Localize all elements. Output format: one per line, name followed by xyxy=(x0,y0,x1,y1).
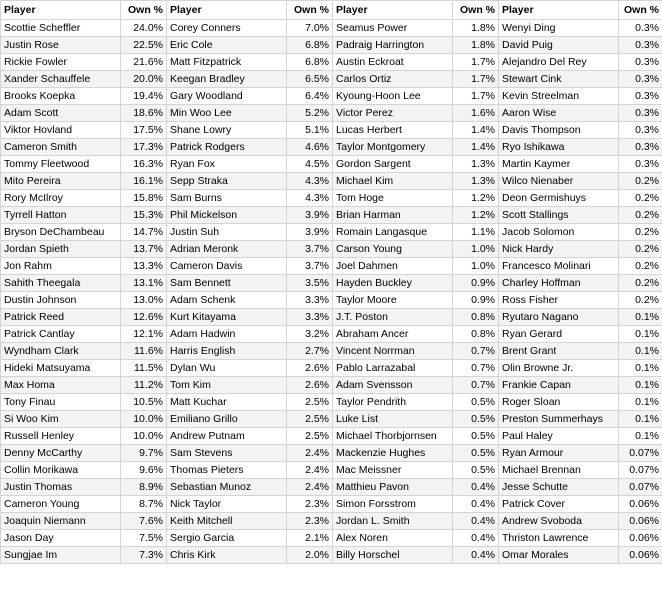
table-row xyxy=(1,377,662,394)
own-percent-cell: 3.7% xyxy=(287,241,333,258)
own-percent-cell: 3.9% xyxy=(287,224,333,241)
table-row xyxy=(1,547,662,564)
player-name-cell: Adam Svensson xyxy=(333,377,453,394)
own-percent-cell: 0.3% xyxy=(619,122,662,139)
player-name-cell: Michael Kim xyxy=(333,173,453,190)
player-name-cell: Nick Hardy xyxy=(499,241,619,258)
table-row xyxy=(1,105,662,122)
player-name-cell: Joaquin Niemann xyxy=(1,513,121,530)
table-row xyxy=(1,530,662,547)
own-percent-cell: 2.4% xyxy=(287,462,333,479)
table-row xyxy=(1,190,662,207)
table-row xyxy=(1,258,662,275)
player-name-cell: Patrick Rodgers xyxy=(167,139,287,156)
player-name-cell: Thriston Lawrence xyxy=(499,530,619,547)
player-name-cell: Michael Brennan xyxy=(499,462,619,479)
player-name-cell: Sepp Straka xyxy=(167,173,287,190)
own-percent-cell: 16.1% xyxy=(121,173,167,190)
own-percent-cell: 2.7% xyxy=(287,343,333,360)
player-name-cell: Patrick Reed xyxy=(1,309,121,326)
player-name-cell: Adrian Meronk xyxy=(167,241,287,258)
own-percent-cell: 0.5% xyxy=(453,428,499,445)
own-percent-cell: 2.5% xyxy=(287,428,333,445)
player-name-cell: Martin Kaymer xyxy=(499,156,619,173)
player-name-cell: Roger Sloan xyxy=(499,394,619,411)
table-row xyxy=(1,139,662,156)
table-row xyxy=(1,224,662,241)
own-percent-cell: 0.2% xyxy=(619,190,662,207)
own-percent-cell: 7.6% xyxy=(121,513,167,530)
player-name-cell: Jacob Solomon xyxy=(499,224,619,241)
table-row xyxy=(1,343,662,360)
own-percent-cell: 7.3% xyxy=(121,547,167,564)
own-percent-cell: 13.3% xyxy=(121,258,167,275)
own-percent-cell: 4.3% xyxy=(287,173,333,190)
own-percent-cell: 1.7% xyxy=(453,88,499,105)
own-percent-cell: 0.4% xyxy=(453,530,499,547)
player-name-cell: Keegan Bradley xyxy=(167,71,287,88)
player-name-cell: Michael Thorbjornsen xyxy=(333,428,453,445)
own-percent-cell: 14.7% xyxy=(121,224,167,241)
own-percent-cell: 1.0% xyxy=(453,241,499,258)
player-name-cell: Kurt Kitayama xyxy=(167,309,287,326)
own-percent-cell: 0.3% xyxy=(619,71,662,88)
own-percent-cell: 0.5% xyxy=(453,445,499,462)
own-percent-cell: 6.4% xyxy=(287,88,333,105)
player-name-cell: Ryo Ishikawa xyxy=(499,139,619,156)
player-name-cell: Olin Browne Jr. xyxy=(499,360,619,377)
player-name-cell: Omar Morales xyxy=(499,547,619,564)
own-percent-cell: 0.1% xyxy=(619,411,662,428)
own-percent-cell: 15.3% xyxy=(121,207,167,224)
own-percent-cell: 0.2% xyxy=(619,275,662,292)
own-percent-cell: 0.1% xyxy=(619,326,662,343)
player-name-cell: Abraham Ancer xyxy=(333,326,453,343)
player-name-cell: Adam Hadwin xyxy=(167,326,287,343)
player-name-cell: Taylor Montgomery xyxy=(333,139,453,156)
player-name-cell: Mac Meissner xyxy=(333,462,453,479)
own-percent-cell: 0.5% xyxy=(453,394,499,411)
own-percent-cell: 0.3% xyxy=(619,37,662,54)
player-name-cell: Kevin Streelman xyxy=(499,88,619,105)
player-name-cell: Dustin Johnson xyxy=(1,292,121,309)
player-name-cell: Taylor Moore xyxy=(333,292,453,309)
own-percent-cell: 1.4% xyxy=(453,122,499,139)
header-row xyxy=(1,1,662,20)
player-column-header: Player xyxy=(499,1,619,20)
own-percent-cell: 1.1% xyxy=(453,224,499,241)
player-name-cell: Billy Horschel xyxy=(333,547,453,564)
own-percent-cell: 0.3% xyxy=(619,88,662,105)
player-name-cell: Joel Dahmen xyxy=(333,258,453,275)
own-percent-cell: 0.7% xyxy=(453,343,499,360)
table-row xyxy=(1,445,662,462)
own-percent-cell: 0.1% xyxy=(619,377,662,394)
player-name-cell: Scott Stallings xyxy=(499,207,619,224)
own-percent-cell: 24.0% xyxy=(121,20,167,37)
own-percent-cell: 4.3% xyxy=(287,190,333,207)
own-percent-cell: 0.9% xyxy=(453,292,499,309)
player-name-cell: Keith Mitchell xyxy=(167,513,287,530)
player-name-cell: Simon Forsstrom xyxy=(333,496,453,513)
own-percent-cell: 3.5% xyxy=(287,275,333,292)
player-name-cell: Rory McIlroy xyxy=(1,190,121,207)
player-name-cell: Alejandro Del Rey xyxy=(499,54,619,71)
table-row xyxy=(1,411,662,428)
own-percent-column-header: Own % xyxy=(287,1,333,20)
player-name-cell: Harris English xyxy=(167,343,287,360)
player-name-cell: Chris Kirk xyxy=(167,547,287,564)
player-name-cell: Sahith Theegala xyxy=(1,275,121,292)
own-percent-cell: 10.0% xyxy=(121,411,167,428)
player-name-cell: Frankie Capan xyxy=(499,377,619,394)
own-percent-cell: 0.4% xyxy=(453,513,499,530)
player-name-cell: Carlos Ortiz xyxy=(333,71,453,88)
own-percent-cell: 0.4% xyxy=(453,496,499,513)
player-name-cell: Luke List xyxy=(333,411,453,428)
player-name-cell: Mito Pereira xyxy=(1,173,121,190)
own-percent-cell: 2.4% xyxy=(287,479,333,496)
player-name-cell: Wilco Nienaber xyxy=(499,173,619,190)
own-percent-cell: 0.2% xyxy=(619,241,662,258)
own-percent-cell: 15.8% xyxy=(121,190,167,207)
own-percent-cell: 1.8% xyxy=(453,20,499,37)
own-percent-cell: 2.3% xyxy=(287,496,333,513)
player-name-cell: Min Woo Lee xyxy=(167,105,287,122)
own-percent-cell: 3.2% xyxy=(287,326,333,343)
own-percent-column-header: Own % xyxy=(121,1,167,20)
own-percent-cell: 10.0% xyxy=(121,428,167,445)
own-percent-cell: 0.07% xyxy=(619,445,662,462)
own-percent-cell: 3.3% xyxy=(287,292,333,309)
own-percent-cell: 10.5% xyxy=(121,394,167,411)
player-name-cell: Kyoung-Hoon Lee xyxy=(333,88,453,105)
player-name-cell: Tom Hoge xyxy=(333,190,453,207)
player-name-cell: Jon Rahm xyxy=(1,258,121,275)
player-name-cell: Preston Summerhays xyxy=(499,411,619,428)
own-percent-cell: 7.0% xyxy=(287,20,333,37)
player-name-cell: Carson Young xyxy=(333,241,453,258)
own-percent-cell: 11.2% xyxy=(121,377,167,394)
own-percent-cell: 0.07% xyxy=(619,479,662,496)
table-row xyxy=(1,513,662,530)
player-name-cell: Adam Schenk xyxy=(167,292,287,309)
player-name-cell: Jordan Spieth xyxy=(1,241,121,258)
player-column-header: Player xyxy=(333,1,453,20)
player-name-cell: David Puig xyxy=(499,37,619,54)
player-name-cell: Tony Finau xyxy=(1,394,121,411)
own-percent-cell: 2.5% xyxy=(287,411,333,428)
own-percent-cell: 0.1% xyxy=(619,428,662,445)
own-percent-cell: 0.3% xyxy=(619,20,662,37)
own-percent-cell: 0.9% xyxy=(453,275,499,292)
own-percent-cell: 7.5% xyxy=(121,530,167,547)
own-percent-cell: 2.5% xyxy=(287,394,333,411)
own-percent-cell: 0.1% xyxy=(619,309,662,326)
player-name-cell: Justin Thomas xyxy=(1,479,121,496)
own-percent-column-header: Own % xyxy=(619,1,662,20)
own-percent-cell: 8.7% xyxy=(121,496,167,513)
player-name-cell: Hayden Buckley xyxy=(333,275,453,292)
table-row xyxy=(1,462,662,479)
player-name-cell: Vincent Norrman xyxy=(333,343,453,360)
player-name-cell: Thomas Pieters xyxy=(167,462,287,479)
table-row xyxy=(1,88,662,105)
player-name-cell: Sebastian Munoz xyxy=(167,479,287,496)
own-percent-cell: 0.5% xyxy=(453,411,499,428)
own-percent-cell: 0.5% xyxy=(453,462,499,479)
player-name-cell: Denny McCarthy xyxy=(1,445,121,462)
player-column-header: Player xyxy=(167,1,287,20)
own-percent-cell: 3.3% xyxy=(287,309,333,326)
player-name-cell: Sungjae Im xyxy=(1,547,121,564)
player-name-cell: Wenyi Ding xyxy=(499,20,619,37)
player-name-cell: Xander Schauffele xyxy=(1,71,121,88)
table-row xyxy=(1,479,662,496)
player-name-cell: Seamus Power xyxy=(333,20,453,37)
player-name-cell: Scottie Scheffler xyxy=(1,20,121,37)
own-percent-cell: 0.3% xyxy=(619,156,662,173)
player-name-cell: Jason Day xyxy=(1,530,121,547)
player-name-cell: Ross Fisher xyxy=(499,292,619,309)
player-name-cell: Austin Eckroat xyxy=(333,54,453,71)
player-name-cell: Dylan Wu xyxy=(167,360,287,377)
player-name-cell: Sam Bennett xyxy=(167,275,287,292)
table-row xyxy=(1,54,662,71)
player-name-cell: Brooks Koepka xyxy=(1,88,121,105)
own-percent-cell: 2.6% xyxy=(287,360,333,377)
player-name-cell: Mackenzie Hughes xyxy=(333,445,453,462)
player-name-cell: Cameron Davis xyxy=(167,258,287,275)
own-percent-cell: 0.3% xyxy=(619,54,662,71)
table-row xyxy=(1,241,662,258)
own-percent-cell: 13.7% xyxy=(121,241,167,258)
player-name-cell: Matthieu Pavon xyxy=(333,479,453,496)
player-name-cell: Davis Thompson xyxy=(499,122,619,139)
player-name-cell: Adam Scott xyxy=(1,105,121,122)
player-name-cell: Ryan Armour xyxy=(499,445,619,462)
player-name-cell: Stewart Cink xyxy=(499,71,619,88)
own-percent-cell: 3.9% xyxy=(287,207,333,224)
own-percent-cell: 9.6% xyxy=(121,462,167,479)
player-name-cell: J.T. Poston xyxy=(333,309,453,326)
table-row xyxy=(1,326,662,343)
own-percent-cell: 0.07% xyxy=(619,462,662,479)
player-name-cell: Justin Rose xyxy=(1,37,121,54)
player-name-cell: Charley Hoffman xyxy=(499,275,619,292)
table-row xyxy=(1,360,662,377)
table-row xyxy=(1,496,662,513)
player-name-cell: Brent Grant xyxy=(499,343,619,360)
own-percent-cell: 0.1% xyxy=(619,343,662,360)
player-name-cell: Hideki Matsuyama xyxy=(1,360,121,377)
own-percent-cell: 0.2% xyxy=(619,258,662,275)
player-name-cell: Sam Burns xyxy=(167,190,287,207)
player-name-cell: Sam Stevens xyxy=(167,445,287,462)
own-percent-cell: 4.5% xyxy=(287,156,333,173)
own-percent-cell: 0.7% xyxy=(453,377,499,394)
player-name-cell: Padraig Harrington xyxy=(333,37,453,54)
own-percent-cell: 0.2% xyxy=(619,292,662,309)
player-name-cell: Alex Noren xyxy=(333,530,453,547)
own-percent-cell: 12.6% xyxy=(121,309,167,326)
player-name-cell: Nick Taylor xyxy=(167,496,287,513)
own-percent-cell: 22.5% xyxy=(121,37,167,54)
own-percent-cell: 2.6% xyxy=(287,377,333,394)
table-row xyxy=(1,20,662,37)
own-percent-cell: 3.7% xyxy=(287,258,333,275)
player-name-cell: Cameron Smith xyxy=(1,139,121,156)
player-name-cell: Taylor Pendrith xyxy=(333,394,453,411)
player-name-cell: Phil Mickelson xyxy=(167,207,287,224)
own-percent-cell: 0.8% xyxy=(453,309,499,326)
own-percent-cell: 13.0% xyxy=(121,292,167,309)
player-name-cell: Lucas Herbert xyxy=(333,122,453,139)
player-name-cell: Tom Kim xyxy=(167,377,287,394)
player-name-cell: Jordan L. Smith xyxy=(333,513,453,530)
own-percent-cell: 11.5% xyxy=(121,360,167,377)
player-name-cell: Rickie Fowler xyxy=(1,54,121,71)
own-percent-cell: 2.1% xyxy=(287,530,333,547)
player-name-cell: Victor Perez xyxy=(333,105,453,122)
own-percent-cell: 0.2% xyxy=(619,224,662,241)
own-percent-cell: 5.1% xyxy=(287,122,333,139)
own-percent-cell: 1.7% xyxy=(453,71,499,88)
player-name-cell: Si Woo Kim xyxy=(1,411,121,428)
player-name-cell: Francesco Molinari xyxy=(499,258,619,275)
player-name-cell: Gordon Sargent xyxy=(333,156,453,173)
own-percent-cell: 0.4% xyxy=(453,479,499,496)
own-percent-cell: 8.9% xyxy=(121,479,167,496)
table-row xyxy=(1,173,662,190)
own-percent-cell: 6.8% xyxy=(287,54,333,71)
player-name-cell: Andrew Svoboda xyxy=(499,513,619,530)
own-percent-cell: 1.8% xyxy=(453,37,499,54)
player-name-cell: Ryan Gerard xyxy=(499,326,619,343)
player-name-cell: Romain Langasque xyxy=(333,224,453,241)
table-row xyxy=(1,156,662,173)
own-percent-cell: 0.4% xyxy=(453,547,499,564)
player-name-cell: Deon Germishuys xyxy=(499,190,619,207)
player-name-cell: Eric Cole xyxy=(167,37,287,54)
player-name-cell: Collin Morikawa xyxy=(1,462,121,479)
player-name-cell: Patrick Cantlay xyxy=(1,326,121,343)
own-percent-cell: 0.06% xyxy=(619,496,662,513)
player-name-cell: Gary Woodland xyxy=(167,88,287,105)
own-percent-cell: 0.7% xyxy=(453,360,499,377)
player-name-cell: Bryson DeChambeau xyxy=(1,224,121,241)
player-name-cell: Ryutaro Nagano xyxy=(499,309,619,326)
table-row xyxy=(1,71,662,88)
player-name-cell: Matt Kuchar xyxy=(167,394,287,411)
player-name-cell: Russell Henley xyxy=(1,428,121,445)
table-row xyxy=(1,309,662,326)
own-percent-cell: 2.3% xyxy=(287,513,333,530)
player-name-cell: Wyndham Clark xyxy=(1,343,121,360)
own-percent-cell: 18.6% xyxy=(121,105,167,122)
own-percent-cell: 9.7% xyxy=(121,445,167,462)
player-name-cell: Viktor Hovland xyxy=(1,122,121,139)
own-percent-cell: 12.1% xyxy=(121,326,167,343)
player-name-cell: Paul Haley xyxy=(499,428,619,445)
own-percent-cell: 19.4% xyxy=(121,88,167,105)
player-name-cell: Jesse Schutte xyxy=(499,479,619,496)
own-percent-cell: 4.6% xyxy=(287,139,333,156)
player-name-cell: Justin Suh xyxy=(167,224,287,241)
own-percent-cell: 0.8% xyxy=(453,326,499,343)
player-name-cell: Corey Conners xyxy=(167,20,287,37)
own-percent-cell: 17.3% xyxy=(121,139,167,156)
player-name-cell: Pablo Larrazabal xyxy=(333,360,453,377)
table-row xyxy=(1,207,662,224)
own-percent-cell: 21.6% xyxy=(121,54,167,71)
player-name-cell: Brian Harman xyxy=(333,207,453,224)
own-percent-cell: 2.0% xyxy=(287,547,333,564)
table-row xyxy=(1,292,662,309)
own-percent-cell: 1.4% xyxy=(453,139,499,156)
own-percent-cell: 1.6% xyxy=(453,105,499,122)
own-percent-cell: 0.1% xyxy=(619,394,662,411)
player-name-cell: Matt Fitzpatrick xyxy=(167,54,287,71)
own-percent-cell: 20.0% xyxy=(121,71,167,88)
player-name-cell: Emiliano Grillo xyxy=(167,411,287,428)
player-name-cell: Tyrrell Hatton xyxy=(1,207,121,224)
table-body xyxy=(1,20,662,564)
own-percent-cell: 0.06% xyxy=(619,513,662,530)
own-percent-cell: 1.2% xyxy=(453,190,499,207)
own-percent-cell: 0.06% xyxy=(619,530,662,547)
own-percent-cell: 0.06% xyxy=(619,547,662,564)
player-name-cell: Max Homa xyxy=(1,377,121,394)
player-name-cell: Cameron Young xyxy=(1,496,121,513)
player-name-cell: Aaron Wise xyxy=(499,105,619,122)
own-percent-cell: 16.3% xyxy=(121,156,167,173)
player-name-cell: Tommy Fleetwood xyxy=(1,156,121,173)
own-percent-cell: 17.5% xyxy=(121,122,167,139)
own-percent-cell: 13.1% xyxy=(121,275,167,292)
table-row xyxy=(1,275,662,292)
own-percent-cell: 0.2% xyxy=(619,207,662,224)
table-row xyxy=(1,394,662,411)
player-name-cell: Shane Lowry xyxy=(167,122,287,139)
own-percent-column-header: Own % xyxy=(453,1,499,20)
own-percent-cell: 1.3% xyxy=(453,156,499,173)
own-percent-cell: 1.3% xyxy=(453,173,499,190)
player-column-header: Player xyxy=(1,1,121,20)
own-percent-cell: 5.2% xyxy=(287,105,333,122)
player-name-cell: Patrick Cover xyxy=(499,496,619,513)
table-row xyxy=(1,428,662,445)
own-percent-cell: 1.7% xyxy=(453,54,499,71)
table-row xyxy=(1,122,662,139)
own-percent-cell: 0.1% xyxy=(619,360,662,377)
own-percent-cell: 0.3% xyxy=(619,105,662,122)
own-percent-cell: 1.0% xyxy=(453,258,499,275)
own-percent-cell: 11.6% xyxy=(121,343,167,360)
player-name-cell: Andrew Putnam xyxy=(167,428,287,445)
own-percent-cell: 0.2% xyxy=(619,173,662,190)
own-percent-cell: 6.5% xyxy=(287,71,333,88)
own-percent-cell: 1.2% xyxy=(453,207,499,224)
own-percent-cell: 0.3% xyxy=(619,139,662,156)
player-name-cell: Ryan Fox xyxy=(167,156,287,173)
table-row xyxy=(1,37,662,54)
own-percent-cell: 6.8% xyxy=(287,37,333,54)
player-name-cell: Sergio Garcia xyxy=(167,530,287,547)
own-percent-cell: 2.4% xyxy=(287,445,333,462)
